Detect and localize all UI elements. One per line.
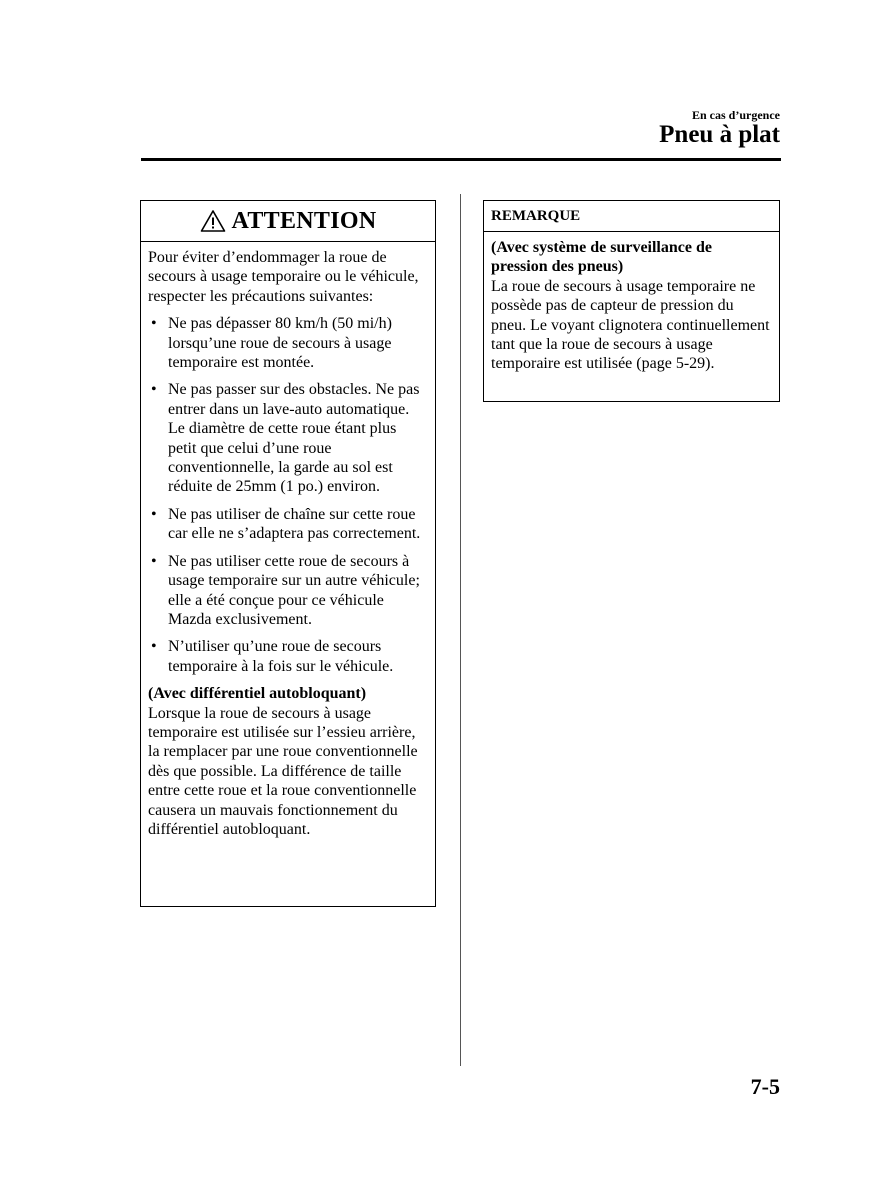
list-item	[148, 505, 427, 544]
list-item-text: N’utiliser qu’une roue de secours temporaire à la fois sur le véhicule.	[168, 638, 394, 675]
attention-subheading: (Avec différentiel autobloquant)	[148, 685, 367, 703]
bullet-dot-icon: •	[151, 638, 157, 656]
note-box	[483, 200, 780, 402]
attention-body	[141, 242, 435, 839]
list-item	[148, 314, 427, 372]
warning-triangle-icon	[200, 209, 226, 233]
list-item-text: Ne pas passer sur des obstacles. Ne pas entrer dans un lave-auto automatique. Le diamètre de cette roue étant plus petit que celui d’une roue conventionnelle, la garde au sol est réduite de 25mm (1 po.) environ.	[168, 381, 420, 496]
header-rule	[141, 158, 781, 161]
list-item-text: Ne pas utiliser cette roue de secours à usage temporaire sur un autre véhicule; elle a été conçue pour ce véhicule Mazda exclusivement.	[168, 552, 420, 628]
note-header: REMARQUE	[484, 201, 779, 232]
list-item	[148, 637, 427, 676]
bullet-dot-icon: •	[151, 381, 157, 399]
bullet-dot-icon: •	[151, 505, 157, 523]
note-body	[484, 232, 779, 374]
bullet-dot-icon: •	[151, 552, 157, 570]
attention-header	[141, 201, 435, 242]
note-text: La roue de secours à usage temporaire ne possède pas de capteur de pression du pneu. Le voyant clignotera continuellement tant que la roue de secours à usage temporaire est utilisée (page 5-29).	[491, 277, 770, 373]
list-item	[148, 380, 427, 496]
list-item-text: Ne pas dépasser 80 km/h (50 mi/h) lorsqu’une roue de secours à usage temporaire est montée.	[168, 315, 392, 372]
attention-closing: Lorsque la roue de secours à usage temporaire est utilisée sur l’essieu arrière, la remplacer par une roue conventionnelle dès que possible. La différence de taille entre cette roue et la roue conventionnelle causera un mauvais fonctionnement du différentiel autobloquant.	[148, 704, 418, 838]
section-label: En cas d’urgence	[692, 108, 780, 122]
page-title: Pneu à plat	[659, 121, 780, 148]
column-divider	[460, 194, 461, 1066]
attention-intro: Pour éviter d’endommager la roue de secours à usage temporaire ou le véhicule, respecter les précautions suivantes:	[148, 249, 419, 305]
page-number: 7-5	[750, 1074, 780, 1099]
precaution-list	[148, 314, 427, 676]
bullet-dot-icon: •	[151, 315, 157, 333]
list-item	[148, 552, 427, 630]
note-subheading: (Avec système de surveillance de pression des pneus)	[491, 239, 712, 276]
attention-box	[140, 200, 436, 907]
attention-title: ATTENTION	[231, 207, 377, 234]
list-item-text: Ne pas utiliser de chaîne sur cette roue car elle ne s’adaptera pas correctement.	[168, 505, 421, 543]
